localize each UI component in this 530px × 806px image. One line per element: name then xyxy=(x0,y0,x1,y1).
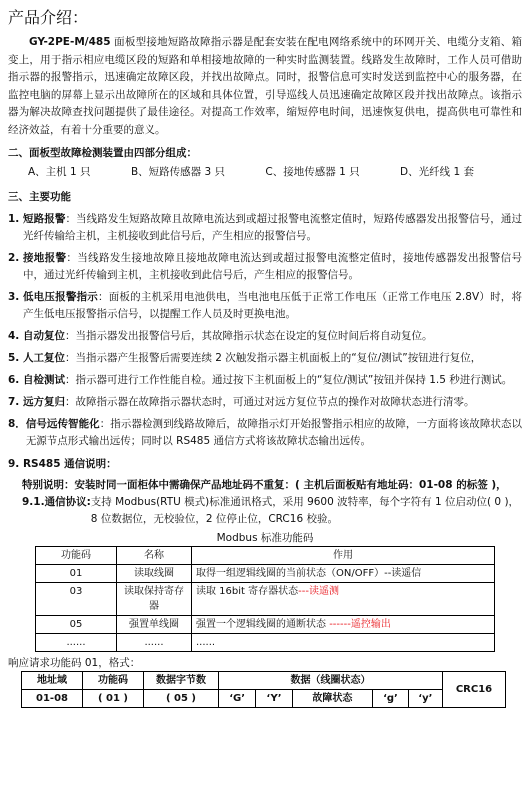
desc-text: 强置一个逻辑线圈的通断状态 xyxy=(196,619,330,630)
desc-highlight: ------遥控输出 xyxy=(329,619,391,630)
item-text: ：当线路发生接地故障且接地故障电流达到或超过报警电流整定值时，接地传感器发出报警信号中，通过光纤传输到主机，主机接收到此信号后，产生相应的报警信号。 xyxy=(22,252,523,281)
table-row xyxy=(36,634,495,652)
item-label: 人工复位 xyxy=(22,352,65,364)
item-text: ：当线路发生短路故障且故障电流达到或超过报警电流整定值时，短路传感器发出报警信号，通过光纤传输给主机，主机接收到此信号后，产生相应的报警信号。 xyxy=(22,213,523,242)
function-item xyxy=(8,289,522,323)
item-number: 2. xyxy=(8,252,23,264)
item-label: 自检测试 xyxy=(22,374,65,386)
model-number: GY-2PE-M/485 xyxy=(29,36,111,48)
item-label: 低电压报警指示 xyxy=(22,291,98,303)
response-header-row xyxy=(22,672,506,690)
item-text: ：当指示器发出报警信号后，其故障指示状态在设定的复位时间后将自动复位。 xyxy=(64,330,433,342)
function-value: ( 01 ) xyxy=(83,690,144,708)
protocol-paragraph xyxy=(8,494,522,528)
parts-list xyxy=(8,162,522,183)
response-caption: 响应请求功能码 01，格式： xyxy=(8,657,141,669)
function-code-cell: 01 xyxy=(36,565,117,583)
data-header: 数据（线圈状态） xyxy=(219,672,443,690)
crc-header: CRC16 xyxy=(443,672,506,708)
intro-paragraph xyxy=(8,34,522,139)
item-text: ：故障指示器在故障指示器状态时，可通过对远方复位节点的操作对故障状态进行清零。 xyxy=(64,396,475,408)
column-header: 功能码 xyxy=(36,547,117,565)
function-item xyxy=(8,250,522,284)
item-text: ：指示器可进行工作性能自检。通过按下主机面板上的“复位/测试”按钮并保持 1.5 秒进行测试。 xyxy=(64,374,513,386)
function-name-cell: ...... xyxy=(117,634,192,652)
table-row xyxy=(36,616,495,634)
part-d: D、光纤线 1 套 xyxy=(400,166,474,178)
table-caption: Modbus 标准功能码 xyxy=(216,532,314,544)
function-item xyxy=(8,394,522,411)
function-desc-cell xyxy=(192,565,495,583)
function-item xyxy=(8,211,522,245)
function-code-table xyxy=(35,546,495,652)
desc-text: 读取 16bit 寄存器状态 xyxy=(196,586,299,597)
function-desc-cell xyxy=(192,616,495,634)
item-text: ：指示器检测到线路故障后，故障指示灯开始报警指示相应的故障，一方面将该故障状态以无源节点形式输出远传；同时以 RS485 通信方式将该故障状态输出远传。 xyxy=(25,418,523,447)
special-note: 特别说明：安装时同一面柜体中需确保产品地址码不重复：( 主机后面板贴有地址码：01-08 的标签 )， xyxy=(22,479,507,491)
item-label: 信号远传智能化 xyxy=(25,418,100,430)
item-text: ：当指示器产生报警后需要连续 2 次触发指示器主机面板上的“复位/测试”按钮进行复位， xyxy=(64,352,482,364)
function-code-cell: 05 xyxy=(36,616,117,634)
item-label: 远方复归 xyxy=(22,396,65,408)
data-byte: 故障状态 xyxy=(292,690,373,708)
part-c: C、接地传感器 1 只 xyxy=(265,166,360,178)
column-header: 名称 xyxy=(117,547,192,565)
data-byte: ‘y’ xyxy=(408,690,442,708)
part-a: A、主机 1 只 xyxy=(28,166,91,178)
function-code-cell: ...... xyxy=(36,634,117,652)
data-byte: ‘g’ xyxy=(373,690,408,708)
protocol-text: 支持 Modbus(RTU 模式)标准通讯格式，采用 9600 波特率，每个字符有 1 位启动位( 0 )，8 位数据位，无校验位，2 位停止位，CRC16 校验。 xyxy=(90,496,520,525)
part-b: B、短路传感器 3 只 xyxy=(130,166,226,178)
data-byte: ‘G’ xyxy=(219,690,256,708)
function-item xyxy=(8,372,522,389)
item-label: 接地报警 xyxy=(22,252,67,264)
item-number: 3. xyxy=(8,291,23,303)
response-format-table xyxy=(21,671,506,708)
desc-highlight: ---读遥测 xyxy=(298,586,339,597)
section-2-heading: 二、面板型故障检测装置由四部分组成： xyxy=(8,147,197,159)
function-name-cell: 读取保持寄存器 xyxy=(117,583,192,616)
desc-text: 取得一组逻辑线圈的当前状态（ON/OFF）--读遥信 xyxy=(196,568,422,579)
item-number: 1. xyxy=(8,213,23,225)
item-number: 8． xyxy=(8,418,26,430)
protocol-label: 9.1.通信协议: xyxy=(22,496,91,508)
table-row xyxy=(36,565,495,583)
item-number: 7. xyxy=(8,396,23,408)
column-header: 作用 xyxy=(192,547,495,565)
item-number: 4. xyxy=(8,330,23,342)
section-3-heading: 三、主要功能 xyxy=(8,191,71,203)
section-9-heading: 9. RS485 通信说明： xyxy=(8,458,117,470)
function-header: 功能码 xyxy=(83,672,144,690)
item-label: 自动复位 xyxy=(22,330,65,342)
byte-count-value: ( 05 ) xyxy=(144,690,219,708)
intro-text: 面板型接地短路故障指示器是配套安装在配电网络系统中的环网开关、电缆分支箱、箱变上，用于指示相应电缆区段的短路和单相接地故障的一种实时监测装置。线路发生故障时，工作人员可借助指示器的报警指示，迅速确定故障区段，并找出故障点。同时，报警信息可实时发送到监控中心的服务器，在监控电脑的屏幕上显示出故障所在的区域和具体位置，引导巡线人员迅速确定故障区段并找出故障点。该指示器为解决故障查找问题提供了最佳途径。对提高工作效率，缩短停电时间，迅速恢复供电，提高供电可靠性和经济效益，有着十分重要的意义。 xyxy=(8,36,522,136)
function-code-cell: 03 xyxy=(36,583,117,616)
data-byte: ‘Y’ xyxy=(256,690,292,708)
item-number: 5. xyxy=(8,352,23,364)
address-header: 地址域 xyxy=(22,672,83,690)
function-name-cell: 强置单线圈 xyxy=(117,616,192,634)
item-label: 短路报警 xyxy=(22,213,66,225)
item-number: 6. xyxy=(8,374,23,386)
table-header-row xyxy=(36,547,495,565)
byte-count-header: 数据字节数 xyxy=(144,672,219,690)
table-row xyxy=(36,583,495,616)
address-value: 01-08 xyxy=(22,690,83,708)
function-item xyxy=(8,328,522,345)
function-item xyxy=(8,416,522,450)
function-item xyxy=(8,350,522,367)
response-value-row xyxy=(22,690,506,708)
page-title: 产品介绍： xyxy=(8,8,89,27)
item-text: ：面板的主机采用电池供电，当电池电压低于正常工作电压（正常工作电压 2.8V）时，将产生低电压报警指示信号，以提醒工作人员及时更换电池。 xyxy=(22,291,523,320)
function-desc-cell xyxy=(192,583,495,616)
function-name-cell: 读取线圈 xyxy=(117,565,192,583)
function-desc-cell: ...... xyxy=(192,634,495,652)
